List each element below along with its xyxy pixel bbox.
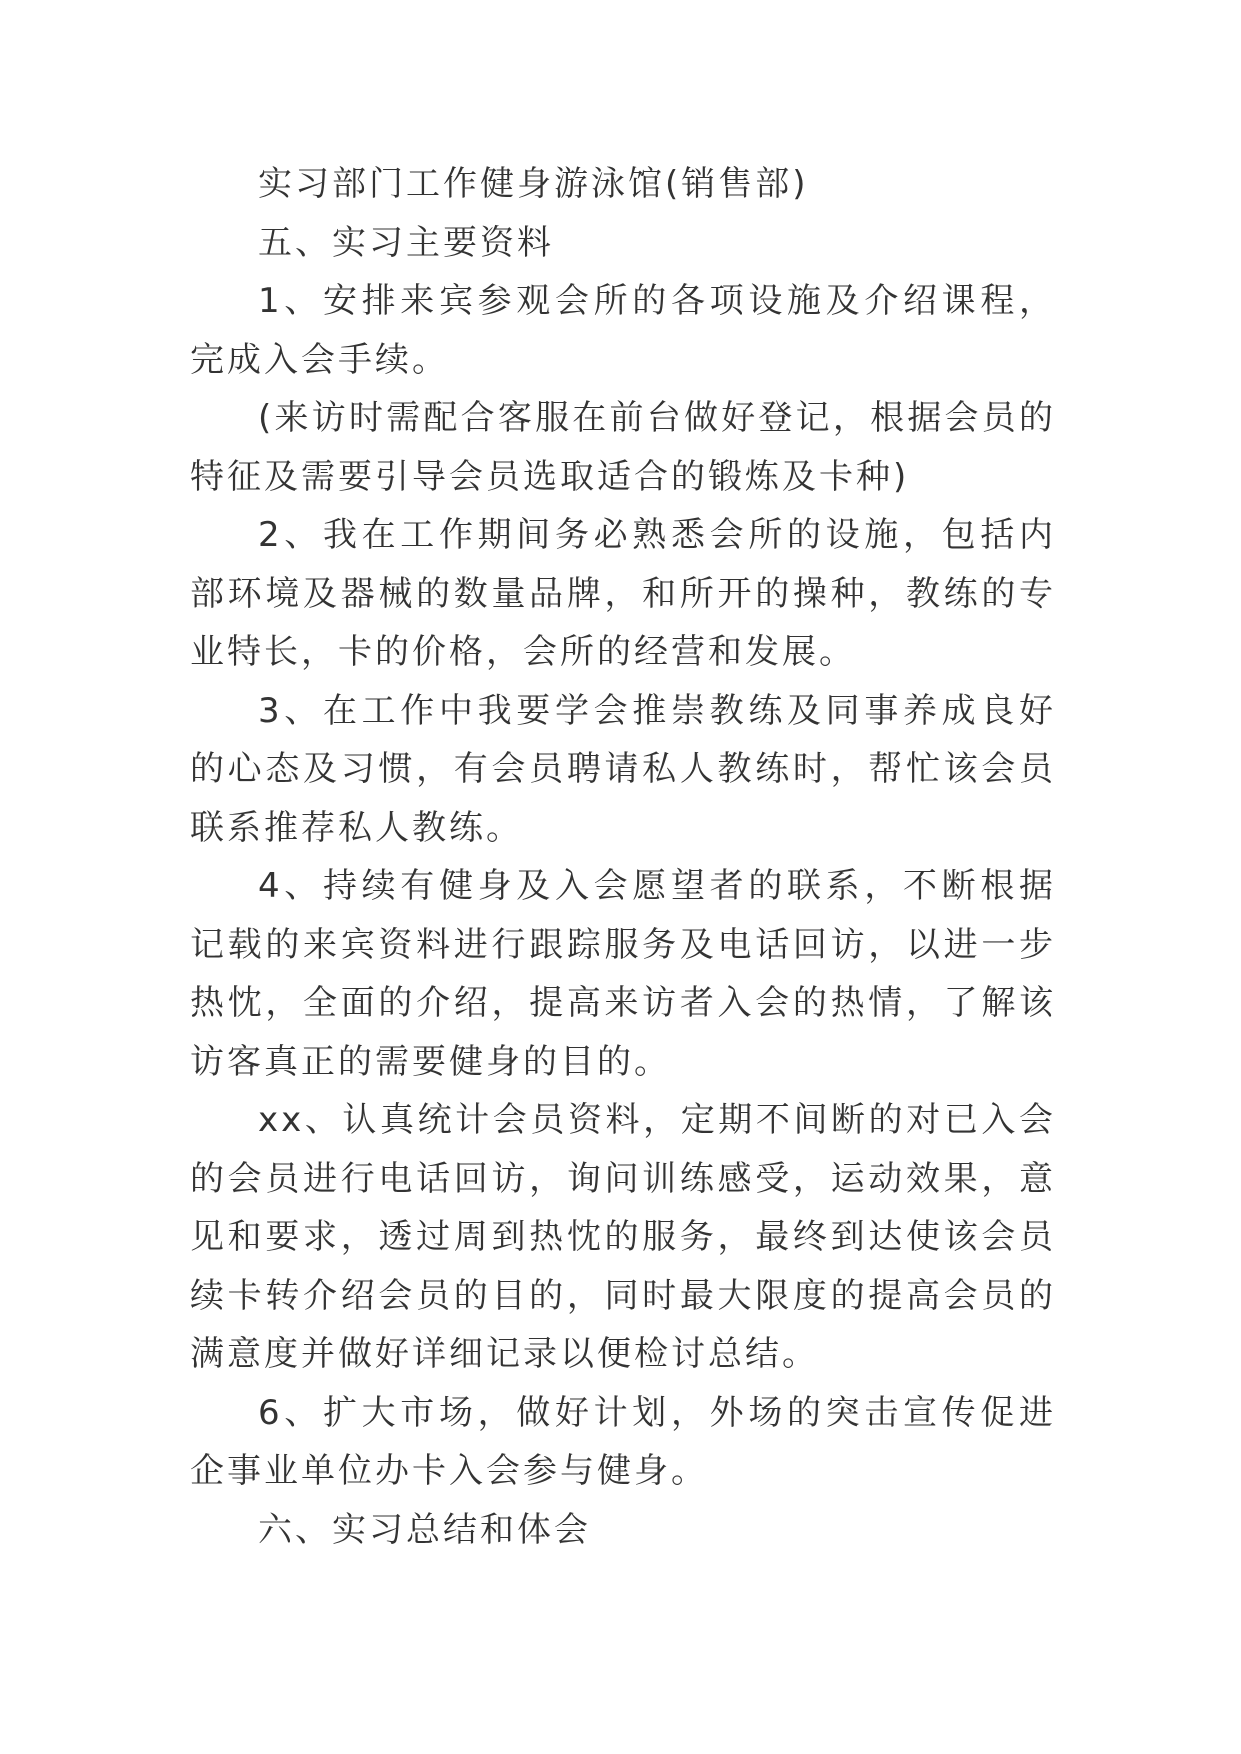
paragraph-item-5: xx、认真统计会员资料，定期不间断的对已入会的会员进行电话回访，询问训练感受，运动效果，意见和要求，透过周到热忱的服务，最终到达使该会员续卡转介绍会员的目的，同时最大限度的提高会员的满意度并做好详细记录以便检讨总结。	[190, 1100, 1056, 1374]
heading-section-six: 六、实习总结和体会	[258, 1509, 591, 1550]
paragraph-department: 实习部门工作健身游泳馆(销售部)	[258, 164, 809, 204]
paragraph-item-2: 2、我在工作期间务必熟悉会所的设施，包括内部环境及器械的数量品牌，和所开的操种，教练的专业特长，卡的价格，会所的经营和发展。	[190, 515, 1056, 672]
paragraph-item-3: 3、在工作中我要学会推崇教练及同事养成良好的心态及习惯，有会员聘请私人教练时，帮忙该会员联系推荐私人教练。	[190, 690, 1056, 848]
document-body	[190, 155, 1056, 1559]
heading-section-five: 五、实习主要资料	[258, 222, 554, 263]
paragraph-item-1: 1、安排来宾参观会所的各项设施及介绍课程，完成入会手续。	[190, 281, 1056, 380]
paragraph-item-6: 6、扩大市场，做好计划，外场的突击宣传促进企事业单位办卡入会参与健身。	[190, 1392, 1056, 1491]
paragraph-item-4: 4、持续有健身及入会愿望者的联系，不断根据记载的来宾资料进行跟踪服务及电话回访，以进一步热忱，全面的介绍，提高来访者入会的热情，了解该访客真正的需要健身的目的。	[190, 866, 1056, 1082]
paragraph-item-1-note: (来访时需配合客服在前台做好登记，根据会员的特征及需要引导会员选取适合的锻炼及卡种)	[190, 398, 1056, 497]
